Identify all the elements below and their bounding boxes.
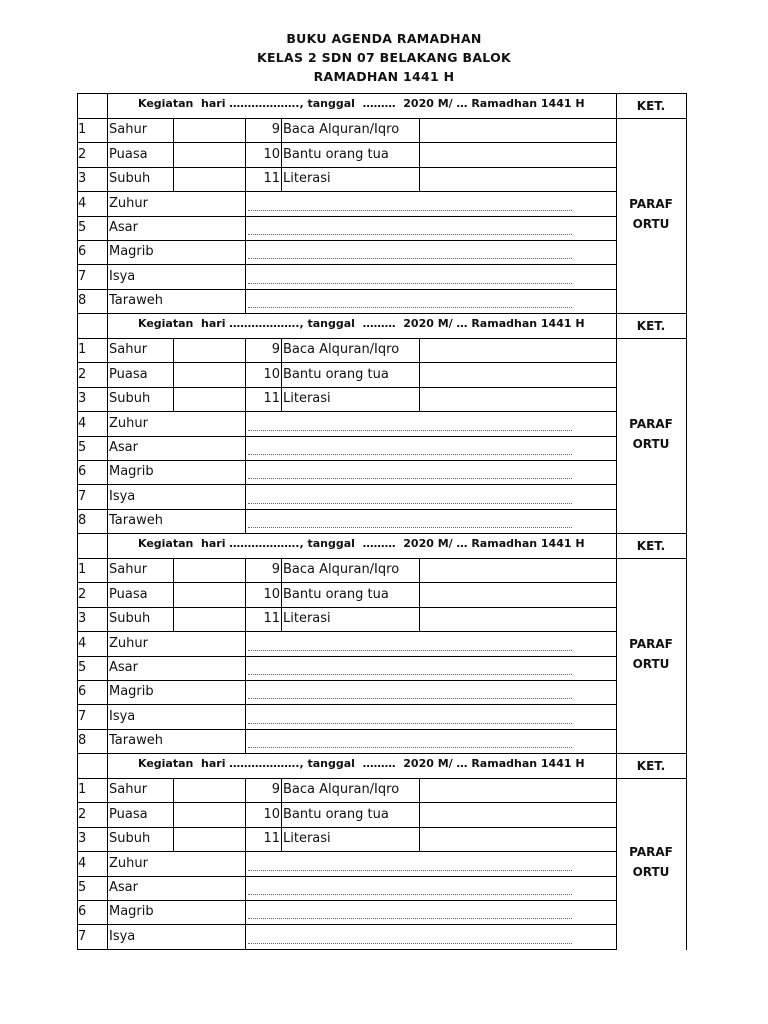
- grid-line: [245, 411, 246, 436]
- dotted-fill-line[interactable]: [248, 650, 572, 651]
- dotted-fill-line[interactable]: [248, 870, 572, 871]
- grid-line: [77, 949, 617, 950]
- check-cell[interactable]: [420, 339, 616, 362]
- row-number: 4: [78, 636, 87, 651]
- check-cell[interactable]: [420, 779, 616, 802]
- dotted-fill-line[interactable]: [248, 698, 572, 699]
- activity-label: Isya: [109, 709, 136, 724]
- row-number: 3: [78, 391, 87, 406]
- paraf-ortu: [616, 842, 686, 882]
- activity-label: Magrib: [109, 684, 154, 699]
- activity-label: Taraweh: [109, 293, 163, 308]
- activity-label: Sahur: [109, 122, 148, 137]
- activity-label: Puasa: [109, 367, 148, 382]
- check-cell[interactable]: [420, 388, 616, 411]
- check-cell[interactable]: [174, 828, 245, 851]
- grid-line: [77, 533, 687, 534]
- row-number: 1: [78, 562, 87, 577]
- check-cell[interactable]: [173, 265, 245, 289]
- ortu-label: ORTU: [632, 656, 670, 671]
- dotted-fill-line[interactable]: [248, 307, 572, 308]
- row-number: 1: [78, 782, 87, 797]
- grid-line: [245, 264, 246, 289]
- check-cell[interactable]: [173, 657, 245, 680]
- row-number: 3: [78, 831, 87, 846]
- row-number: 7: [78, 489, 87, 504]
- dotted-fill-line[interactable]: [248, 723, 572, 724]
- check-cell[interactable]: [174, 803, 245, 827]
- row-number: 4: [78, 416, 87, 431]
- row-number: 7: [78, 709, 87, 724]
- activity-label: Baca Alquran/Iqro: [283, 562, 400, 577]
- grid-line: [245, 851, 246, 876]
- row-number: 8: [78, 293, 87, 308]
- check-cell[interactable]: [420, 559, 616, 582]
- row-number: 11: [263, 171, 280, 186]
- check-cell[interactable]: [420, 583, 616, 607]
- ket-label: KET.: [636, 539, 666, 553]
- activity-label: Magrib: [109, 464, 154, 479]
- row-number: 11: [263, 391, 280, 406]
- row-number: 10: [263, 807, 280, 822]
- dotted-fill-line[interactable]: [248, 527, 572, 528]
- activity-label: Isya: [109, 269, 136, 284]
- activity-header: Kegiatan hari ………………., tanggal ……… 2020 M/ … Ramadhan 1441 H: [138, 97, 585, 110]
- activity-label: Literasi: [283, 171, 331, 186]
- check-cell[interactable]: [173, 901, 245, 924]
- row-number: 8: [78, 733, 87, 748]
- grid-line: [686, 313, 687, 533]
- activity-label: Isya: [109, 929, 136, 944]
- row-number: 6: [78, 904, 87, 919]
- row-number: 11: [263, 831, 280, 846]
- check-cell[interactable]: [173, 241, 245, 264]
- check-cell[interactable]: [420, 363, 616, 387]
- dotted-fill-line[interactable]: [248, 503, 572, 504]
- check-cell[interactable]: [173, 461, 245, 484]
- row-number: 9: [271, 562, 280, 577]
- grid-line: [245, 631, 246, 656]
- check-cell[interactable]: [173, 705, 245, 729]
- paraf-label: PARAF: [629, 196, 673, 211]
- check-cell[interactable]: [174, 583, 245, 607]
- grid-line: [245, 924, 246, 949]
- check-cell[interactable]: [173, 192, 245, 216]
- check-cell[interactable]: [173, 290, 245, 313]
- check-cell[interactable]: [174, 119, 245, 142]
- grid-line: [245, 876, 246, 900]
- activity-label: Subuh: [109, 391, 151, 406]
- row-number: 9: [271, 782, 280, 797]
- paraf-label: PARAF: [629, 636, 673, 651]
- row-number: 5: [78, 440, 87, 455]
- activity-label: Subuh: [109, 611, 151, 626]
- row-number: 4: [78, 196, 87, 211]
- grid-line: [686, 93, 687, 313]
- row-number: 2: [78, 147, 87, 162]
- grid-line: [686, 533, 687, 753]
- row-number: 10: [263, 367, 280, 382]
- dotted-fill-line[interactable]: [248, 430, 572, 431]
- check-cell[interactable]: [173, 925, 245, 949]
- check-cell[interactable]: [420, 803, 616, 827]
- activity-label: Literasi: [283, 831, 331, 846]
- ket-label: KET.: [636, 99, 666, 113]
- check-cell[interactable]: [174, 559, 245, 582]
- activity-label: Subuh: [109, 171, 151, 186]
- dotted-fill-line[interactable]: [248, 478, 572, 479]
- paraf-label: PARAF: [629, 845, 673, 859]
- row-number: 2: [78, 367, 87, 382]
- dotted-fill-line[interactable]: [248, 210, 572, 211]
- activity-label: Asar: [109, 440, 138, 455]
- grid-line: [245, 216, 246, 240]
- activity-label: Taraweh: [109, 513, 163, 528]
- dotted-fill-line[interactable]: [248, 283, 572, 284]
- activity-label: Asar: [109, 880, 138, 895]
- activity-label: Puasa: [109, 807, 148, 822]
- dotted-fill-line[interactable]: [248, 918, 572, 919]
- grid-line: [77, 93, 687, 94]
- check-cell[interactable]: [420, 828, 616, 851]
- row-number: 4: [78, 856, 87, 871]
- grid-line: [245, 509, 246, 533]
- paraf-ortu: [616, 634, 686, 674]
- row-number: 7: [78, 269, 87, 284]
- row-number: 8: [78, 513, 87, 528]
- row-number: 7: [78, 929, 87, 944]
- activity-label: Sahur: [109, 562, 148, 577]
- check-cell[interactable]: [174, 779, 245, 802]
- dotted-fill-line[interactable]: [248, 258, 572, 259]
- check-cell[interactable]: [174, 168, 245, 191]
- paraf-label: PARAF: [629, 416, 673, 431]
- paraf-ortu: [616, 414, 686, 454]
- activity-label: Bantu orang tua: [283, 147, 389, 162]
- row-number: 6: [78, 464, 87, 479]
- activity-label: Zuhur: [109, 636, 148, 651]
- title-line-2: KELAS 2 SDN 07 BELAKANG BALOK: [256, 50, 512, 65]
- row-number: 1: [78, 342, 87, 357]
- row-number: 5: [78, 660, 87, 675]
- row-number: 6: [78, 244, 87, 259]
- grid-line: [245, 729, 246, 753]
- check-cell[interactable]: [173, 412, 245, 436]
- activity-label: Asar: [109, 660, 138, 675]
- activity-label: Bantu orang tua: [283, 587, 389, 602]
- grid-line: [245, 656, 246, 680]
- grid-line: [245, 191, 246, 216]
- dotted-fill-line[interactable]: [248, 894, 572, 895]
- activity-label: Baca Alquran/Iqro: [283, 782, 400, 797]
- row-number: 3: [78, 171, 87, 186]
- activity-label: Taraweh: [109, 733, 163, 748]
- title-line-3: RAMADHAN 1441 H: [313, 69, 455, 84]
- activity-label: Bantu orang tua: [283, 807, 389, 822]
- check-cell[interactable]: [173, 681, 245, 704]
- grid-line: [245, 240, 246, 264]
- dotted-fill-line[interactable]: [248, 234, 572, 235]
- ortu-label: ORTU: [632, 436, 670, 451]
- activity-label: Puasa: [109, 147, 148, 162]
- ortu-label: ORTU: [632, 865, 670, 879]
- row-number: 10: [263, 587, 280, 602]
- check-cell[interactable]: [420, 119, 616, 142]
- check-cell[interactable]: [174, 608, 245, 631]
- activity-header: Kegiatan hari ………………., tanggal ……… 2020 M/ … Ramadhan 1441 H: [138, 537, 585, 550]
- row-number: 2: [78, 587, 87, 602]
- activity-label: Magrib: [109, 904, 154, 919]
- dotted-fill-line[interactable]: [248, 747, 572, 748]
- check-cell[interactable]: [173, 510, 245, 533]
- dotted-fill-line[interactable]: [248, 943, 572, 944]
- row-number: 5: [78, 880, 87, 895]
- check-cell[interactable]: [173, 437, 245, 460]
- activity-label: Zuhur: [109, 856, 148, 871]
- activity-label: Sahur: [109, 342, 148, 357]
- grid-line: [245, 289, 246, 313]
- activity-header: Kegiatan hari ………………., tanggal ……… 2020 M/ … Ramadhan 1441 H: [138, 757, 585, 770]
- activity-label: Puasa: [109, 587, 148, 602]
- activity-header: Kegiatan hari ………………., tanggal ……… 2020 M/ … Ramadhan 1441 H: [138, 317, 585, 330]
- grid-line: [686, 753, 687, 950]
- paraf-ortu: [616, 194, 686, 234]
- row-number: 6: [78, 684, 87, 699]
- check-cell[interactable]: [173, 730, 245, 753]
- grid-line: [245, 484, 246, 509]
- check-cell[interactable]: [173, 877, 245, 900]
- grid-line: [245, 680, 246, 704]
- check-cell[interactable]: [420, 168, 616, 191]
- title-line-1: BUKU AGENDA RAMADHAN: [286, 31, 482, 46]
- check-cell[interactable]: [173, 852, 245, 876]
- grid-line: [77, 313, 687, 314]
- check-cell[interactable]: [174, 143, 245, 167]
- activity-label: Literasi: [283, 391, 331, 406]
- grid-line: [245, 460, 246, 484]
- row-number: 2: [78, 807, 87, 822]
- check-cell[interactable]: [173, 485, 245, 509]
- activity-label: Subuh: [109, 831, 151, 846]
- activity-label: Magrib: [109, 244, 154, 259]
- row-number: 10: [263, 147, 280, 162]
- activity-label: Bantu orang tua: [283, 367, 389, 382]
- check-cell[interactable]: [420, 143, 616, 167]
- grid-line: [245, 704, 246, 729]
- row-number: 9: [271, 122, 280, 137]
- dotted-fill-line[interactable]: [248, 454, 572, 455]
- ket-label: KET.: [636, 319, 666, 333]
- activity-label: Sahur: [109, 782, 148, 797]
- check-cell[interactable]: [174, 363, 245, 387]
- grid-line: [77, 753, 687, 754]
- activity-label: Zuhur: [109, 416, 148, 431]
- check-cell[interactable]: [173, 217, 245, 240]
- dotted-fill-line[interactable]: [248, 674, 572, 675]
- row-number: 5: [78, 220, 87, 235]
- check-cell[interactable]: [174, 388, 245, 411]
- row-number: 11: [263, 611, 280, 626]
- activity-label: Literasi: [283, 611, 331, 626]
- activity-label: Isya: [109, 489, 136, 504]
- row-number: 1: [78, 122, 87, 137]
- grid-line: [245, 900, 246, 924]
- grid-line: [245, 436, 246, 460]
- row-number: 9: [271, 342, 280, 357]
- activity-label: Baca Alquran/Iqro: [283, 122, 400, 137]
- activity-label: Zuhur: [109, 196, 148, 211]
- row-number: 3: [78, 611, 87, 626]
- ortu-label: ORTU: [632, 216, 670, 231]
- check-cell[interactable]: [173, 632, 245, 656]
- activity-label: Asar: [109, 220, 138, 235]
- check-cell[interactable]: [420, 608, 616, 631]
- activity-label: Baca Alquran/Iqro: [283, 342, 400, 357]
- check-cell[interactable]: [174, 339, 245, 362]
- ket-label: KET.: [636, 759, 666, 773]
